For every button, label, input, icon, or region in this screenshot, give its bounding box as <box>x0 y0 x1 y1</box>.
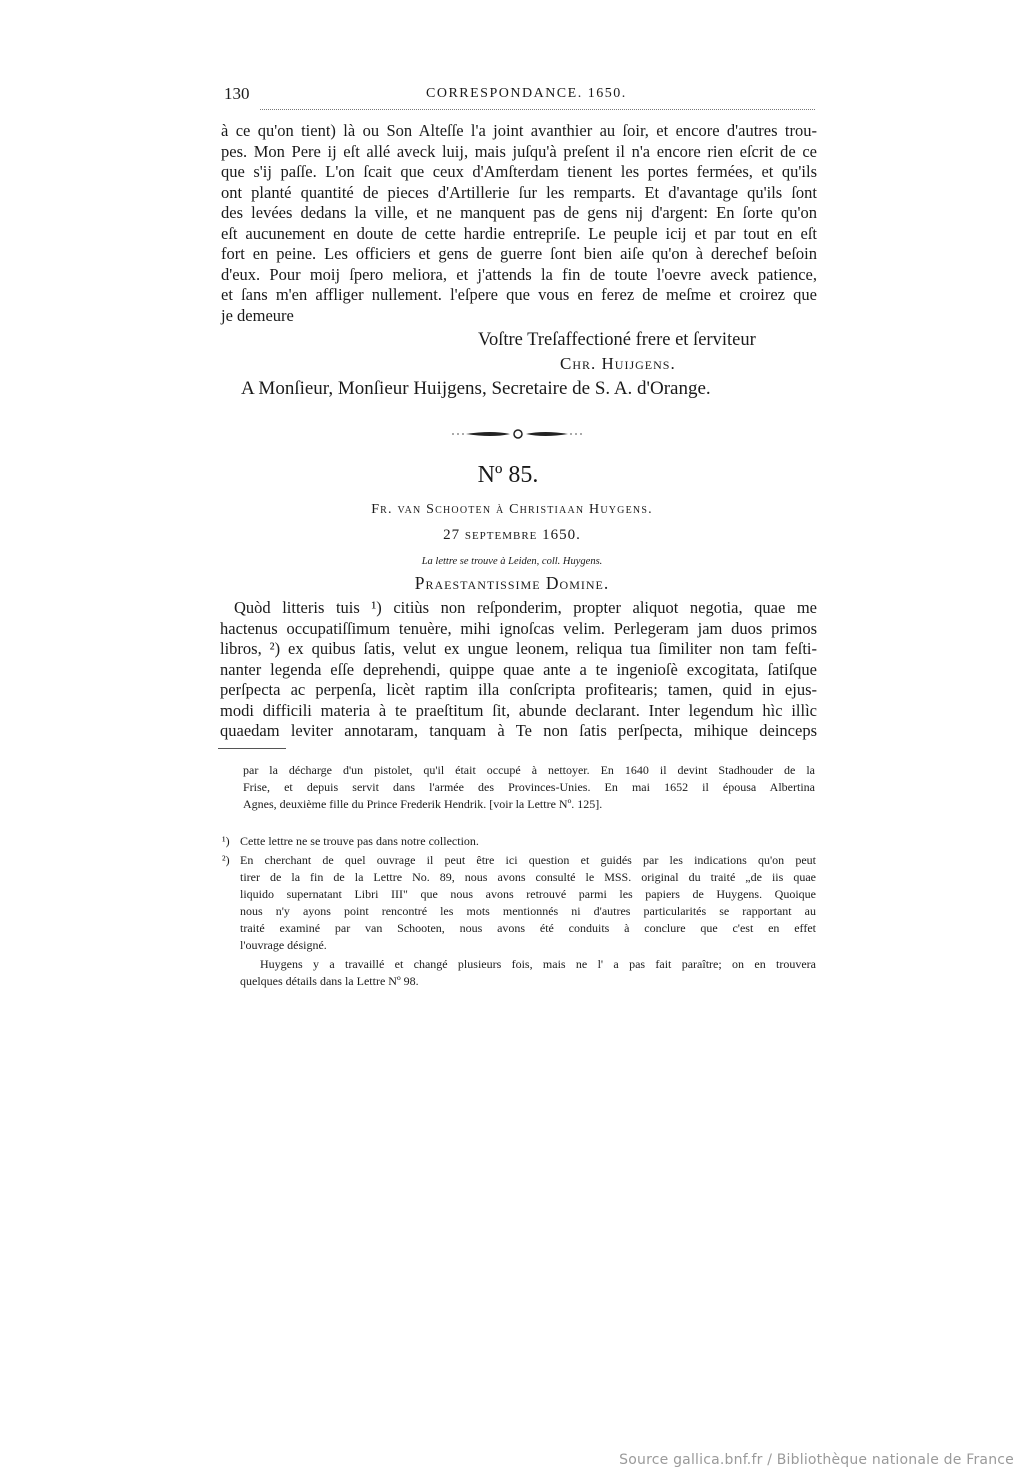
signature: Chr. Huijgens. <box>560 354 676 373</box>
footnote-line: liquido supernatant Libri III" que nous avons retrouvé parmi les papiers de Huygens. Quoique <box>240 887 816 901</box>
text-line: je demeure <box>221 305 294 325</box>
text-line: Quòd litteris tuis ¹) citiùs non reſponderim, propter aliquot negotia, quae me <box>234 598 817 617</box>
footnote-2 <box>222 852 816 954</box>
text-line: à ce qu'on tient) là ou Son Alteſſe l'a joint avanthier au ſoir, et encore d'autres trou- <box>221 121 817 140</box>
footnote-line: Huygens y a travaillé et changé plusieurs fois, mais ne l' a pas fait paraître; on en trouvera <box>260 957 816 971</box>
letter-body <box>220 598 817 742</box>
footnote-marker: ²) <box>222 853 230 867</box>
footnote-line: l'ouvrage désigné. <box>240 938 327 952</box>
footnote-line: traité examiné par van Schooten, nous avons été conduits à conclure que c'est en effet <box>240 921 816 935</box>
letter-parties: Fr. van Schooten à Christiaan Huygens. <box>371 502 653 517</box>
text-line: pes. Mon Pere ij eſt allé aveck luij, mais juſqu'à preſent il n'a encore rien eſcrit de ce <box>221 141 817 161</box>
text-line: hactenus occupatiſſimum tenuère, mihi ignoſcas velim. Perlegeram jam duos primos <box>220 618 817 638</box>
letter-number: Nº 85. <box>477 462 539 488</box>
footnote-marker: ¹) <box>222 834 230 848</box>
footnote-line: par la décharge d'un pistolet, qu'il était occupé à nettoyer. En 1640 il devint Stadhouder de la <box>243 763 815 777</box>
address-line: A Monſieur, Monſieur Huijgens, Secretaire de S. A. d'Orange. <box>241 378 711 399</box>
footnote-line: quelques détails dans la Lettre Nº 98. <box>240 974 419 988</box>
footnote-line: tirer de la fin de la Lettre No. 89, nous avons consulté le MSS. original du traité „de iis quae <box>240 870 816 884</box>
footnotes <box>222 833 816 990</box>
ornament-divider <box>452 424 582 444</box>
previous-letter-text <box>221 121 817 326</box>
letter-source: La lettre se trouve à Leiden, coll. Huygens. <box>421 556 603 567</box>
footnote-2-continuation <box>222 956 816 990</box>
footnote-line: nous n'y ayons point rencontré les mots mentionnés ni d'autres particularités se rapportant au <box>240 904 816 918</box>
text-line: d'eux. Pour moij ſpero meliora, et j'attends la fin de toute l'oevre aveck patience, <box>221 264 817 284</box>
footnote-line: Cette lettre ne se trouve pas dans notre collection. <box>240 834 479 848</box>
header-rule <box>260 109 815 110</box>
text-line: modi difficili materia à te praeſtitum ſit, abunde declarant. Inter legendum hìc illìc <box>220 700 817 720</box>
footnote-continued <box>243 762 815 813</box>
source-credit: Source gallica.bnf.fr / Bibliothèque nationale de France <box>619 1452 1014 1468</box>
text-line: des levées dedans la ville, et ne manquent pas de gens nij d'argent: En ſorte qu'on <box>221 203 817 222</box>
text-line: que s'ij paſſe. L'on ſcait que ceux d'Amſterdam tienent les portes fermées, et qu'ils <box>221 162 817 181</box>
text-line: et ſans m'en affliger nullement. l'eſpere que vous en ferez de meſme et croirez que <box>221 285 817 304</box>
page-number: 130 <box>224 84 250 103</box>
text-line: fort en peine. Les officiers et gens de guerre ſont bien aiſe qu'on à derechef beſoin <box>221 244 817 263</box>
footnote-line: Frise, et depuis servit dans l'armée des Provinces-Unies. En mai 1652 il épousa Albertina <box>243 780 815 794</box>
footnote-line: En cherchant de quel ouvrage il peut être ici question et guidés par les indications qu'on peut <box>240 853 816 867</box>
letter-date: 27 septembre 1650. <box>443 527 581 543</box>
text-line: quaedam leviter annotaram, tanquam à Te non ſatis perſpecta, mihique deinceps <box>220 721 817 740</box>
text-line: libros, ²) ex quibus ſatis, velut ex ungue leonem, reliqua tua ſimiliter non tam feſti- <box>220 639 817 658</box>
footnote-rule <box>218 748 286 749</box>
salutation: Praestantissime Domine. <box>414 573 610 593</box>
text-line: ont planté quantité de pieces d'Artillerie ſur les remparts. Et d'avantage qu'ils ſont <box>221 182 817 202</box>
text-line: nanter legenda eſſe deprehendi, quippe quae ante a te ingenioſè excogitata, ſatiſque <box>220 659 817 679</box>
text-line: perſpecta ac perpenſa, licèt raptim illa conſcripta profitearis; tamen, quid in ejus- <box>220 680 817 699</box>
footnote-line: Agnes, deuxième fille du Prince Frederik Hendrik. [voir la Lettre Nº. 125]. <box>243 797 603 811</box>
closing-formula: Voſtre Treſaffectioné frere et ſerviteur <box>478 330 756 350</box>
running-head: CORRESPONDANCE. 1650. <box>426 86 627 101</box>
footnote-1 <box>222 833 816 850</box>
text-line: eſt aucunement en doute de cette hardie entrepriſe. Le peuple icij et par tout en eſt <box>221 223 817 243</box>
